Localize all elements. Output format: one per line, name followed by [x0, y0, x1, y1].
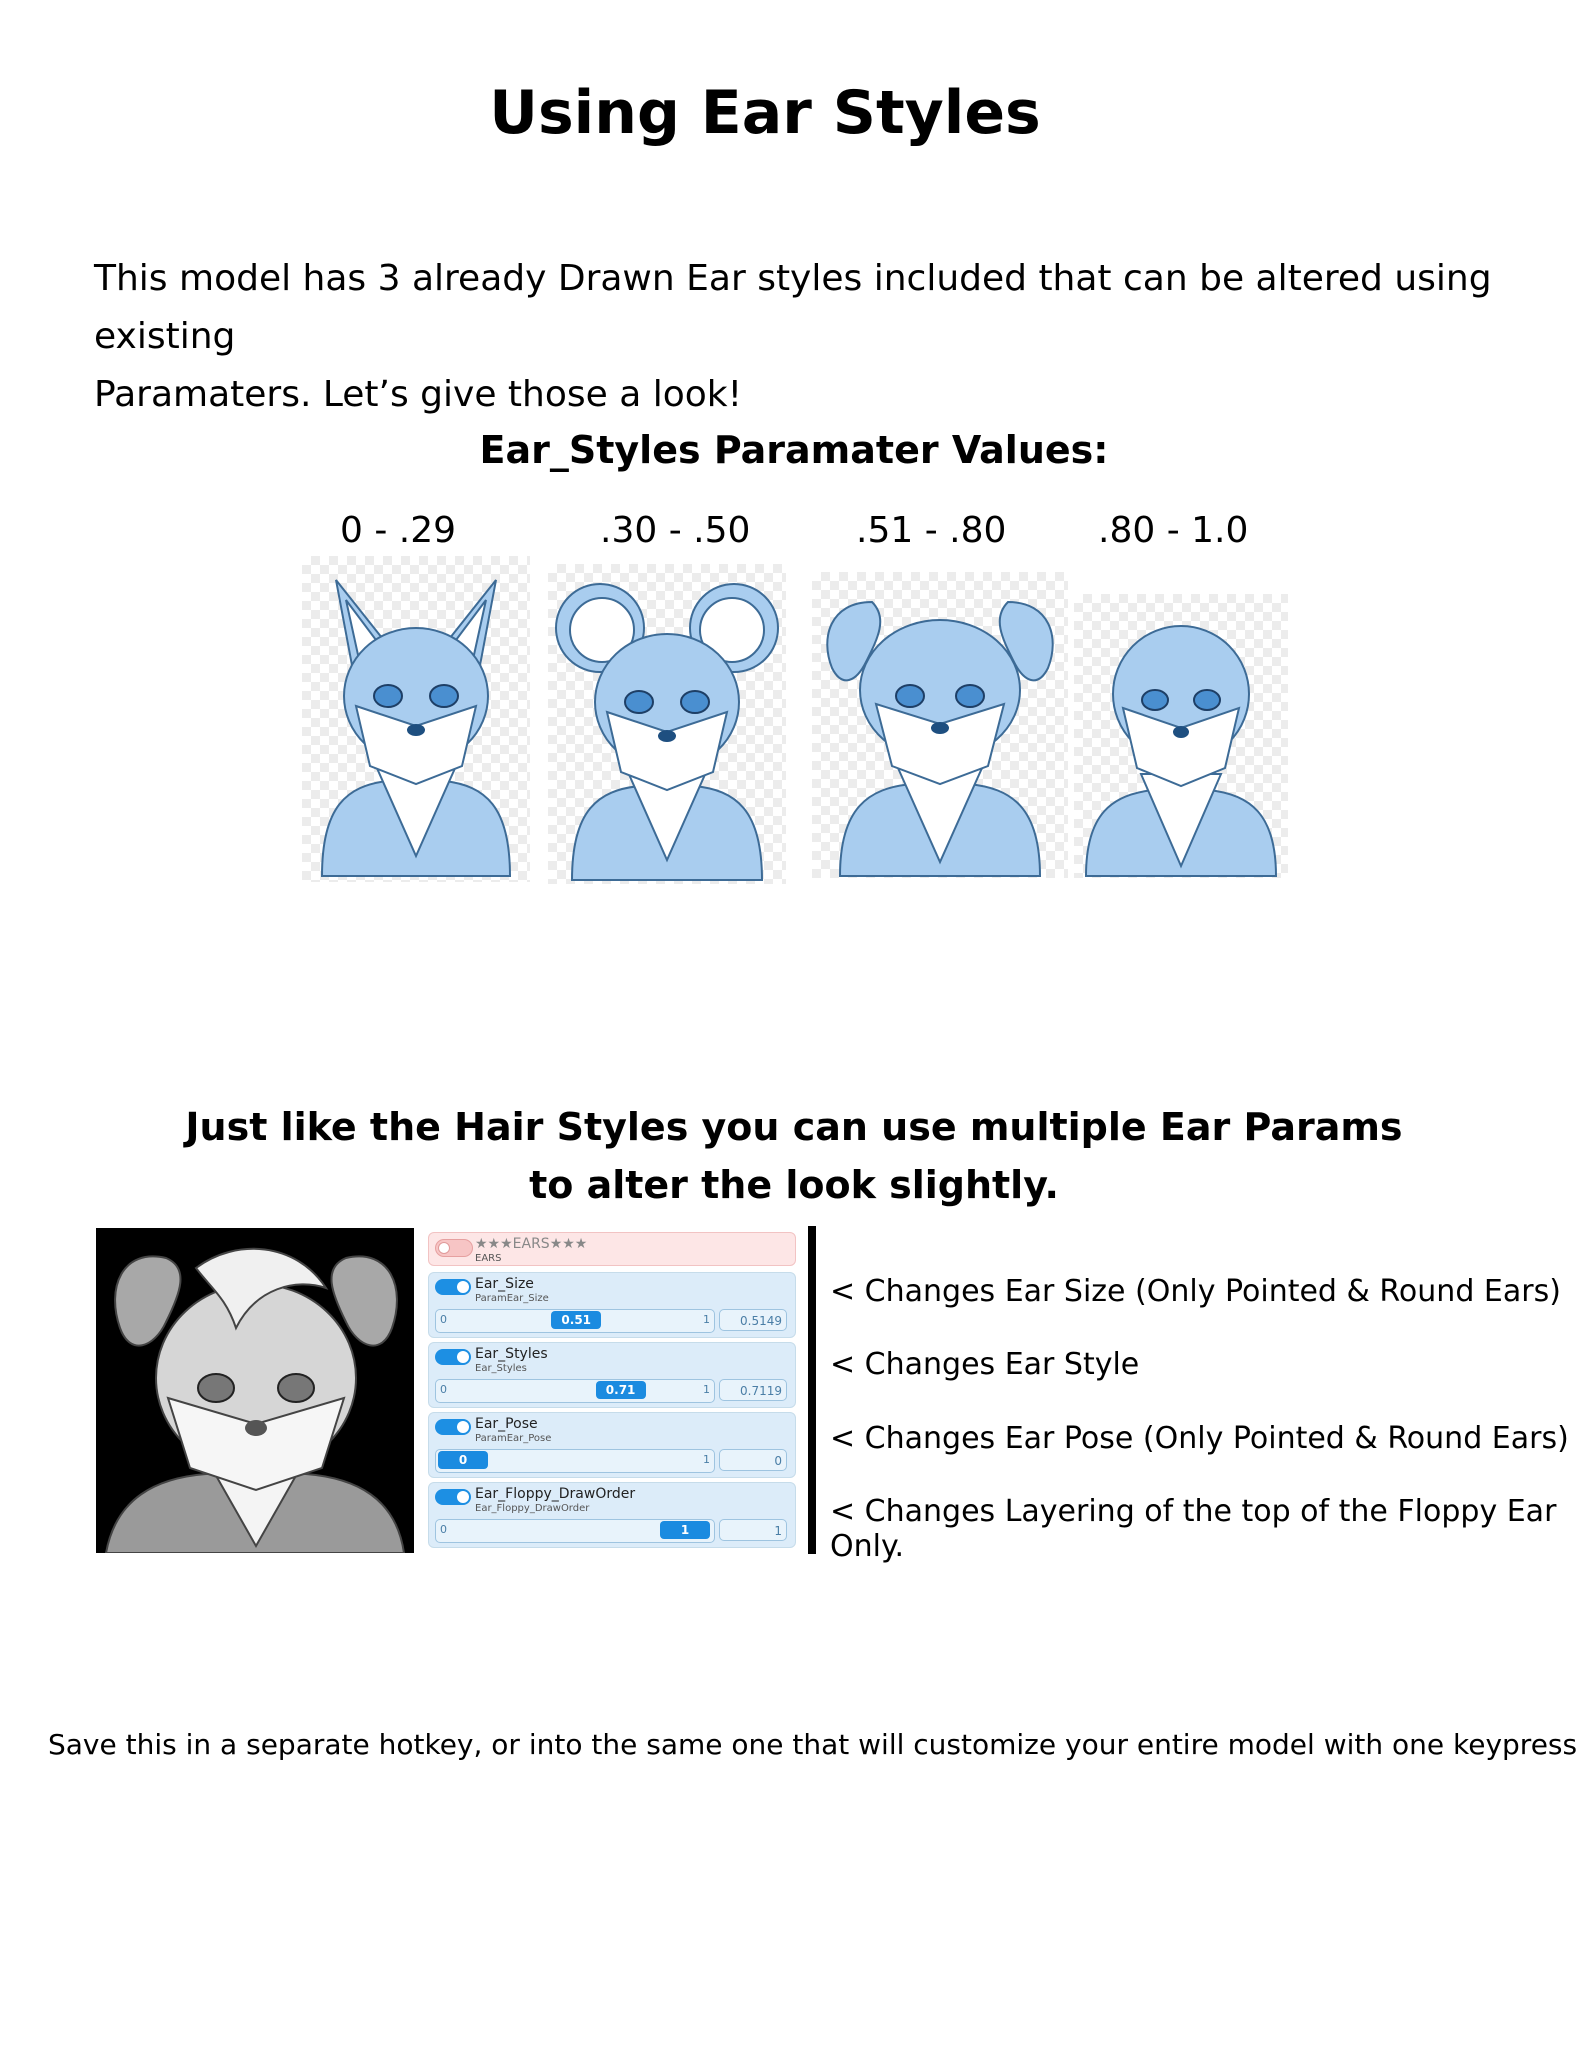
section2-heading: [0, 1098, 1588, 1214]
slider-min: 0: [440, 1383, 447, 1396]
ear-styles-value[interactable]: 0.7119: [719, 1379, 787, 1401]
intro-paragraph: [94, 250, 1554, 424]
ear-floppy-draworder-toggle[interactable]: [435, 1489, 471, 1505]
slider-thumb[interactable]: 1: [660, 1521, 710, 1539]
ear-size-slider[interactable]: [435, 1309, 715, 1333]
slider-thumb[interactable]: 0.51: [551, 1311, 601, 1329]
param-name: Ear_Styles: [475, 1346, 548, 1362]
character-no-ears: [1074, 594, 1288, 878]
grayscale-character-illustration: [96, 1228, 414, 1553]
ear-floppy-draworder-slider[interactable]: [435, 1519, 715, 1543]
range-label-4: .80 - 1.0: [1098, 510, 1249, 551]
intro-line-2: Paramaters. Let’s give those a look!: [94, 374, 743, 415]
slider-max: 1: [703, 1453, 710, 1466]
ears-group-header[interactable]: [428, 1232, 796, 1266]
group-name: ★★★EARS★★★: [475, 1236, 588, 1252]
ear-size-value[interactable]: 0.5149: [719, 1309, 787, 1331]
parameter-panel: [424, 1228, 794, 1553]
slider-min: 0: [440, 1523, 447, 1536]
character-round-ears: [548, 564, 786, 884]
page-title: Using Ear Styles: [489, 78, 1041, 148]
slider-max: 1: [703, 1383, 710, 1396]
param-ear-styles: [428, 1342, 796, 1408]
note-floppy-draworder: < Changes Layering of the top of the Floppy Ear Only.: [830, 1494, 1557, 1564]
param-id: ParamEar_Size: [475, 1293, 549, 1304]
section2-line-2: to alter the look slightly.: [529, 1163, 1059, 1207]
param-ear-size: [428, 1272, 796, 1338]
ear-pose-value[interactable]: 0: [719, 1449, 787, 1471]
ear-size-toggle[interactable]: [435, 1279, 471, 1295]
range-label-2: .30 - .50: [600, 510, 751, 551]
param-name: Ear_Pose: [475, 1416, 538, 1432]
intro-line-1: This model has 3 already Drawn Ear styles included that can be altered using existing: [94, 258, 1492, 357]
range-label-1: 0 - .29: [340, 510, 457, 551]
ear-pose-toggle[interactable]: [435, 1419, 471, 1435]
group-id: EARS: [475, 1253, 502, 1264]
param-id: Ear_Floppy_DrawOrder: [475, 1503, 590, 1514]
section2-line-1: Just like the Hair Styles you can use multiple Ear Params: [185, 1105, 1403, 1149]
note-ear-pose: < Changes Ear Pose (Only Pointed & Round Ears): [830, 1421, 1569, 1456]
pointed-ears-illustration: [302, 556, 530, 882]
character-floppy-ears: [812, 572, 1068, 878]
round-ears-illustration: [548, 564, 786, 884]
character-pointed-ears: [302, 556, 530, 882]
param-id: ParamEar_Pose: [475, 1433, 552, 1444]
vertical-divider: [808, 1226, 816, 1554]
param-ear-pose: [428, 1412, 796, 1478]
floppy-ears-illustration: [812, 572, 1068, 878]
ears-group-toggle[interactable]: [435, 1239, 473, 1257]
slider-max: 1: [703, 1313, 710, 1326]
param-id: Ear_Styles: [475, 1363, 527, 1374]
footer-note: Save this in a separate hotkey, or into the same one that will customize your entire model with one keypress: [48, 1728, 1578, 1761]
note-ear-style: < Changes Ear Style: [830, 1347, 1140, 1382]
slider-min: 0: [440, 1313, 447, 1326]
param-ear-floppy-draworder: [428, 1482, 796, 1548]
ear-pose-slider[interactable]: [435, 1449, 715, 1473]
param-name: Ear_Floppy_DrawOrder: [475, 1486, 636, 1502]
slider-thumb[interactable]: 0.71: [596, 1381, 646, 1399]
slider-thumb[interactable]: 0: [438, 1451, 488, 1469]
no-ears-illustration: [1074, 594, 1288, 878]
range-label-3: .51 - .80: [856, 510, 1007, 551]
ear-styles-heading: Ear_Styles Paramater Values:: [479, 428, 1109, 472]
ear-styles-toggle[interactable]: [435, 1349, 471, 1365]
param-name: Ear_Size: [475, 1276, 534, 1292]
ear-styles-slider[interactable]: [435, 1379, 715, 1403]
ear-floppy-draworder-value[interactable]: 1: [719, 1519, 787, 1541]
note-ear-size: < Changes Ear Size (Only Pointed & Round Ears): [830, 1274, 1561, 1309]
floppy-ear-preview: [96, 1228, 414, 1553]
